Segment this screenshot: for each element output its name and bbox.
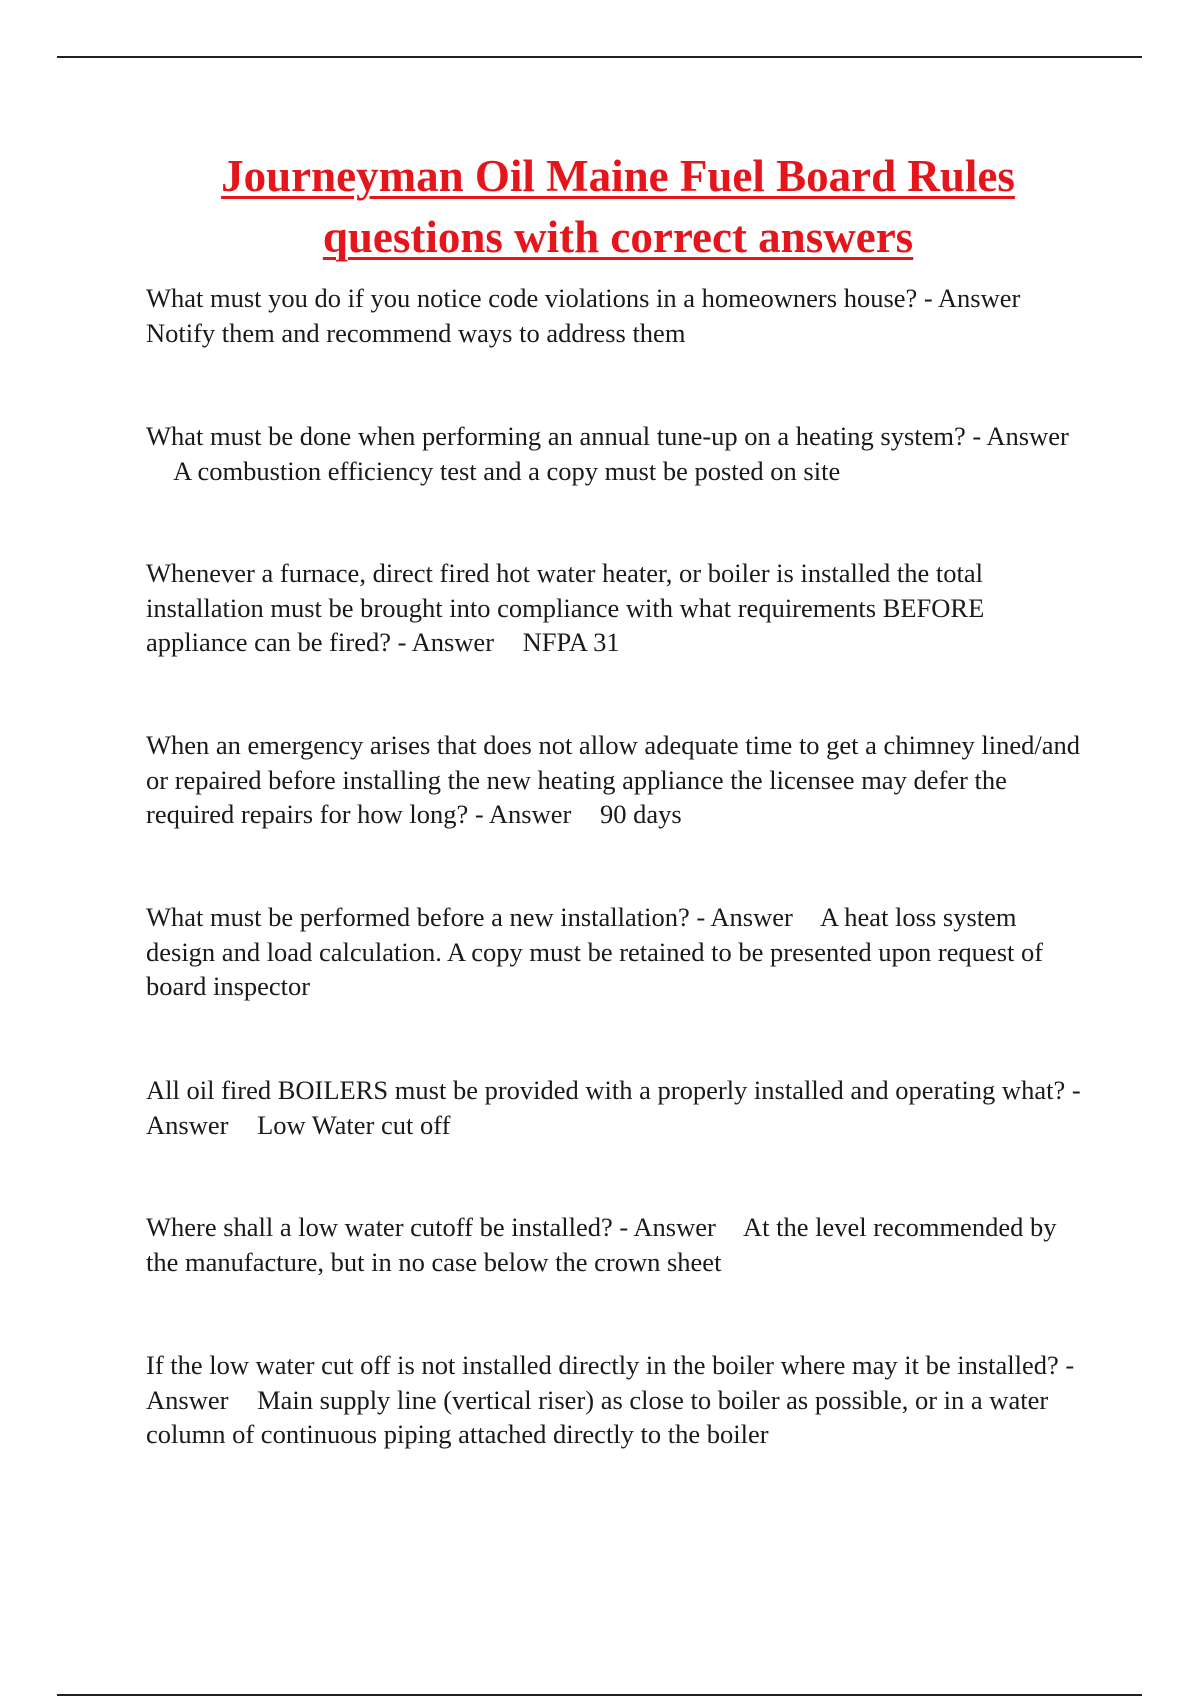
answer-label: - Answer xyxy=(390,627,495,657)
answer-text: NFPA 31 xyxy=(522,627,620,657)
qa-item-4 xyxy=(146,728,1086,832)
answer-text: 90 days xyxy=(599,799,682,829)
title-line-2: questions with correct answers xyxy=(322,212,914,262)
qa-item-5 xyxy=(146,900,1086,1004)
document-title xyxy=(100,146,1136,268)
answer-label: - Answer xyxy=(146,1350,1075,1415)
question-text: All oil fired BOILERS must be provided with a properly installed and operating what? xyxy=(146,1075,1066,1105)
answer-label: - Answer xyxy=(689,902,793,932)
question-text: What must be performed before a new installation? xyxy=(146,902,690,932)
answer-text: At the level recommended by the manufacture, but in no case below the crown sheet xyxy=(146,1212,1057,1277)
qa-item-3 xyxy=(146,556,1086,660)
qa-item-2 xyxy=(146,419,1086,488)
qa-item-8 xyxy=(146,1348,1086,1452)
answer-label: - Answer xyxy=(468,799,572,829)
qa-item-7 xyxy=(146,1210,1086,1279)
answer-label: - Answer xyxy=(146,1075,1081,1140)
answer-label: - Answer xyxy=(965,421,1069,451)
question-text: Where shall a low water cutoff be installed? xyxy=(146,1212,613,1242)
answer-text: Main supply line (vertical riser) as close to boiler as possible, or in a water column of continuous piping attached directly to the boiler xyxy=(146,1384,1049,1449)
answer-text: A combustion efficiency test and a copy must be posted on site xyxy=(173,455,841,486)
question-text: If the low water cut off is not installed directly in the boiler where may it be installed? xyxy=(146,1350,1059,1380)
qa-item-1 xyxy=(146,281,1086,350)
question-text: What must you do if you notice code violations in a homeowners house? xyxy=(146,283,918,313)
title-line-1: Journeyman Oil Maine Fuel Board Rules xyxy=(221,151,1015,201)
answer-label: - Answer xyxy=(612,1212,716,1242)
answer-text: Low Water cut off xyxy=(257,1109,451,1140)
bottom-rule xyxy=(57,1694,1142,1696)
question-text: When an emergency arises that does not allow adequate time to get a chimney lined/and or repaired before installing the new heating appliance the licensee may defer the required repairs for how long? xyxy=(146,730,1081,829)
question-text: Whenever a furnace, direct fired hot water heater, or boiler is installed the total installation must be brought into compliance with what requirements BEFORE appliance can be fired? xyxy=(146,558,985,657)
qa-item-6 xyxy=(146,1073,1086,1142)
answer-text: A heat loss system design and load calculation. A copy must be retained to be presented upon request of board inspector xyxy=(146,902,1044,1001)
answer-label: - Answer xyxy=(917,283,1021,313)
top-rule xyxy=(57,56,1142,58)
answer-text: Notify them and recommend ways to address them xyxy=(146,317,686,348)
question-text: What must be done when performing an annual tune-up on a heating system? xyxy=(146,421,966,451)
